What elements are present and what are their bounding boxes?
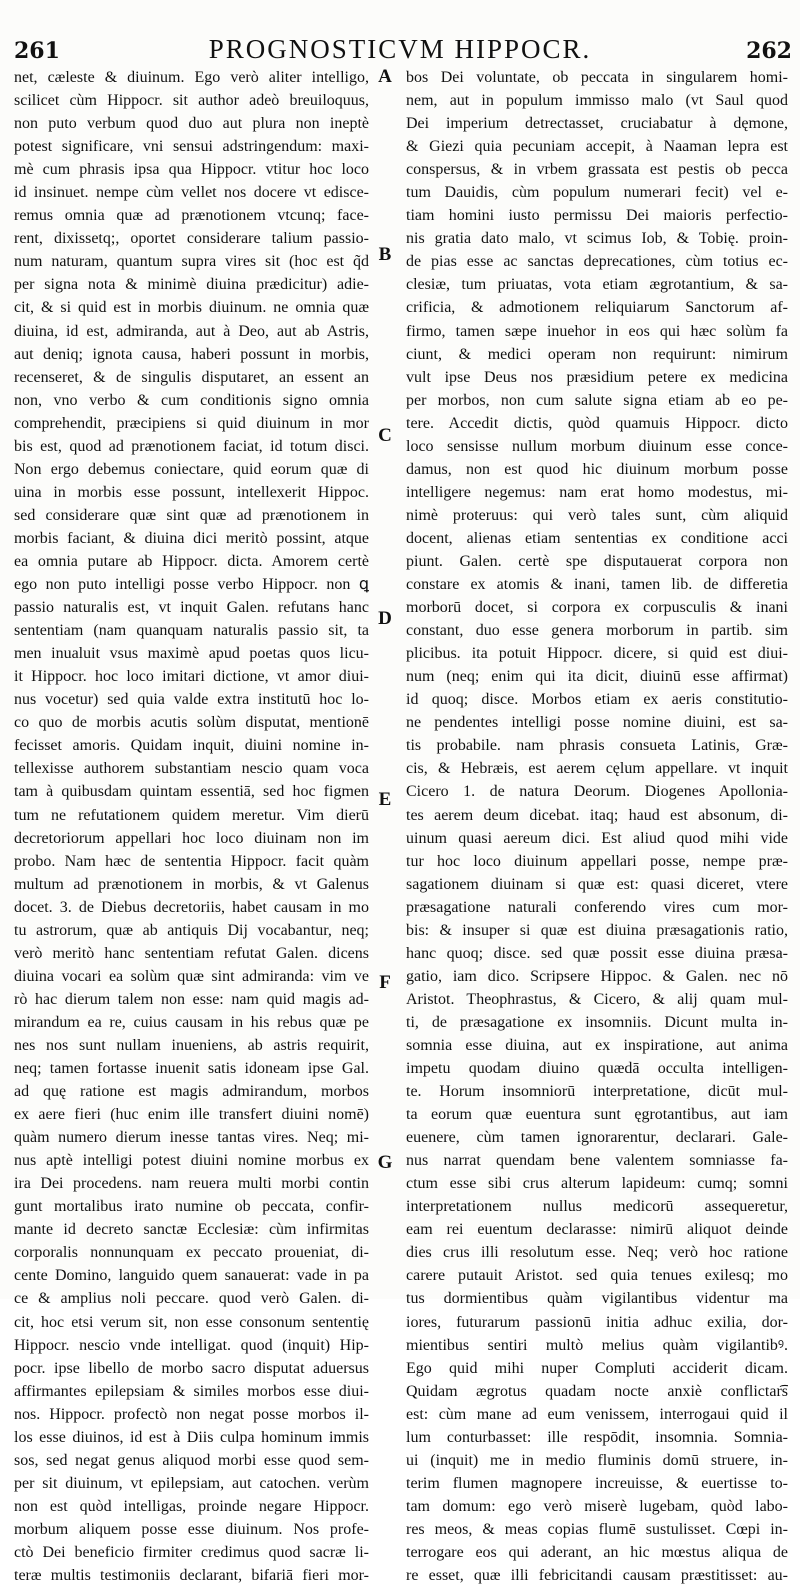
text-line: lum conturbasset: ille respōdit, insomnia. Somnia- bbox=[406, 1428, 788, 1446]
text-line: non est quòd intelligas, proinde negare Hippocr. bbox=[14, 1497, 369, 1515]
text-line: it Hippocr. hoc loco imitari dictione, vt amor diui- bbox=[14, 668, 369, 686]
text-line: mirandum ea re, cuius causam in his rebus quæ pe bbox=[14, 1013, 369, 1031]
text-line: remus omnia quæ ad prænotionem vtcunq; face- bbox=[14, 207, 369, 225]
text-line: dies crus illi resolutum esse. Neq; verò hoc ratione bbox=[406, 1244, 788, 1262]
section-marker: A bbox=[378, 66, 392, 87]
text-line: bos Dei voluntate, ob peccata in singularem homi- bbox=[406, 69, 788, 86]
text-line: non puto verbum quod duo aut plura non ineptè bbox=[14, 115, 369, 133]
text-line: Non ergo debemus coniectare, quid eorum quæ di bbox=[14, 460, 369, 478]
text-line: tam domum: ego verò miserè lugebam, quòd labo- bbox=[406, 1497, 788, 1515]
text-line: eam rei euentum declarasse: nimirū aliquot deinde bbox=[406, 1221, 788, 1239]
running-title: PROGNOSTICVM HIPPOCR. bbox=[208, 34, 592, 64]
text-line: Ego quid mihi nuper Compluti acciderit dicam. bbox=[406, 1359, 788, 1377]
text-line: morbis faciant, & diuina dici meritò possint, atque bbox=[14, 529, 369, 547]
text-line: ui (inquit) me in medio fluminis domū struere, in- bbox=[406, 1451, 788, 1469]
text-line: probo. Nam hæc de sententia Hippocr. facit quàm bbox=[14, 852, 369, 870]
section-marker: C bbox=[378, 425, 392, 446]
text-line: tam à quibusdam quintam essentiā, sed hoc figmen bbox=[14, 783, 369, 801]
text-line: & Giezi quia pecuniam accepit, à Naaman lepra est bbox=[406, 138, 788, 156]
text-line: uinum quasi aereum dici. Est aliud quod mihi vide bbox=[406, 829, 788, 847]
text-line: somnia esse diuina, aut ex inspiratione, aut anima bbox=[406, 1036, 788, 1054]
section-marker: G bbox=[377, 1152, 393, 1173]
text-line: tur hoc loco diuinum appellari posse, nempe præ- bbox=[406, 852, 788, 870]
text-line: pocr. ipse libello de morbo sacro disputat aduersus bbox=[14, 1359, 369, 1377]
text-line: Cicero 1. de natura Deorum. Diogenes Apollonia- bbox=[406, 783, 788, 801]
text-line: damus, non est quod hic diuinum morbum posse bbox=[406, 460, 788, 478]
text-line: iores, futurarum passionū initia adhuc exilia, dor- bbox=[406, 1313, 788, 1331]
running-header bbox=[0, 10, 800, 66]
text-line: recenseret, & de singulis disputaret, an essent an bbox=[14, 368, 369, 386]
text-line: men inualuit vsus maximè apud poetas quos licu- bbox=[14, 645, 369, 663]
text-line: tus dormientibus quàm vigilantibus videntur ma bbox=[406, 1290, 788, 1308]
text-line: net, cæleste & diuinum. Ego verò aliter intelligo, bbox=[14, 69, 369, 86]
text-line: est: cùm mane ad eum venissem, interrogaui quid il bbox=[406, 1405, 788, 1423]
text-line: firmo, tamen sæpe inuehor in eos qui hæc solùm fa bbox=[406, 322, 788, 340]
text-line: piunt. Galen. certè spe disputauerat corpora non bbox=[406, 552, 788, 570]
text-line: constant, duo esse genera morborum in partib. sim bbox=[406, 622, 788, 640]
text-line: diuina vocari ea solùm quæ sint admiranda: vim ve bbox=[14, 967, 369, 985]
text-line: per morbos, non cum salute signa etiam ab eo pe- bbox=[406, 391, 788, 409]
text-line: nus vocetur) sed quia valde extra institutū hoc lo- bbox=[14, 691, 369, 709]
text-line: sententiam (nam quanquam naturalis passio sit, ta bbox=[14, 622, 369, 640]
text-line: tere. Accedit dictis, quòd quamuis Hippocr. dicto bbox=[406, 414, 788, 432]
text-line: Aristot. Theophrastus, & Cicero, & alij quam mul- bbox=[406, 990, 788, 1008]
section-marker: E bbox=[378, 789, 392, 810]
text-line: tiam homini iusto permissu Dei maioris perfectio- bbox=[406, 207, 788, 225]
text-line: clesiæ, tum priuatas, vota etiam ægrotantium, & sa- bbox=[406, 276, 788, 294]
text-line: loco sensisse nullum morbum diuinum esse conce- bbox=[406, 437, 788, 455]
text-line: comprehendit, præcipiens si quid diuinum in mor bbox=[14, 414, 369, 432]
text-line: interpretationem nullus medicorū assequeretur, bbox=[406, 1198, 788, 1216]
text-line: aut deniq; ignota causa, haberi possunt in morbis, bbox=[14, 345, 369, 363]
text-line: non, vno verbo & cum conditionis signo omnia bbox=[14, 391, 369, 409]
text-line: res meos, & meas copias flumē sustulisset. Cœpi in- bbox=[406, 1520, 788, 1538]
text-line: id insinuet. nempe cùm vellet nos docere vt edisce- bbox=[14, 184, 369, 202]
text-line: impetu quodam diuino quædā occulta intelligen- bbox=[406, 1060, 788, 1078]
text-line: per signa nota & minimè diuina prædicitur) adie- bbox=[14, 276, 369, 294]
text-line: vult ipse Deus nos præsidium petere ex medicina bbox=[406, 368, 788, 386]
text-line: crificia, & admotionem reliquiarum Sanctorum af- bbox=[406, 299, 788, 317]
text-line: morborū docet, si corpora ex corpusculis & inani bbox=[406, 599, 788, 617]
text-line: decretoriorum appellari hoc loco diuinam non im bbox=[14, 829, 369, 847]
text-line: rent, dixissetq;, oportet considerare talium passio- bbox=[14, 230, 369, 248]
text-line: nus aptè intelligi potest diuini nomine morbus ex bbox=[14, 1152, 369, 1170]
text-line: docet. 3. de Diebus decretoriis, habet causam in mo bbox=[14, 898, 369, 916]
text-line: num (neq; enim qui ita dicit, diuinū esse affirmat) bbox=[406, 668, 788, 686]
text-line: verò meritò hanc sententiam refutat Galen. dicens bbox=[14, 944, 369, 962]
text-line: constare ex atomis & inani, tamen lib. de differetia bbox=[406, 576, 788, 594]
text-line: Quidam ægrotus quadam nocte anxiè conflictar͡s bbox=[406, 1382, 788, 1400]
text-line: num naturam, quantum supra vires sit (hoc est q̃d bbox=[14, 253, 369, 271]
text-line: sos, sed negat genus aliquod morbi esse quod sem- bbox=[14, 1451, 369, 1469]
text-line: affirmantes epilepsiam & similes morbos esse diui- bbox=[14, 1382, 369, 1400]
text-line: præsagatione naturali conferendo vires cum mor- bbox=[406, 898, 788, 916]
text-line: ea omnia putare ab Hippocr. dicta. Amorem certè bbox=[14, 552, 369, 570]
text-line: ex aere fieri (huc enim ille transfert diuini nomē) bbox=[14, 1106, 369, 1124]
text-line: cit, hoc etsi verum sit, non esse consonum sententię bbox=[14, 1313, 369, 1331]
text-line: nimè proteruus: qui verò tales sunt, cùm aliquid bbox=[406, 506, 788, 524]
text-line: rò hac dierum talem non esse: nam quid magis ad- bbox=[14, 990, 369, 1008]
text-line: Dei imperium detrectasset, cruciabatur à dęmone, bbox=[406, 115, 788, 133]
text-line: uina in morbis esse possunt, intellexerit Hippoc. bbox=[14, 483, 369, 501]
text-line: tes aerem deum dicebat. itaq; haud est absonum, di- bbox=[406, 806, 788, 824]
text-line: id quoq; disce. Morbos etiam ex aeris constitutio- bbox=[406, 691, 788, 709]
text-line: scilicet cùm Hippocr. sit author adeò breuiloquus, bbox=[14, 92, 369, 110]
text-line: tum ne refutationem quidem meretur. Vim dierū bbox=[14, 806, 369, 824]
text-line: euenere, cùm tamen ignorarentur, declarari. Gale- bbox=[406, 1129, 788, 1147]
text-line: tu astrorum, quæ ab antiquis Dij vocabantur, neq; bbox=[14, 921, 369, 939]
text-line: ce & amplius noli peccare. quod verò Galen. di- bbox=[14, 1290, 369, 1308]
text-line: nem, aut in populum immisso malo (vt Saul quod bbox=[406, 92, 788, 110]
page-number-right: 262 bbox=[746, 38, 792, 64]
text-line: los esse diuinos, id est à Diis culpa hominum immis bbox=[14, 1428, 369, 1446]
text-line: nos. Hippocr. profectò non negat posse morbos il- bbox=[14, 1405, 369, 1423]
text-line: diuina, id est, admiranda, aut à Deo, aut ab Astris, bbox=[14, 322, 369, 340]
text-line: cis, & Hebræis, est aerem cęlum appellare. vt inquit bbox=[406, 760, 788, 778]
text-line: cente Domino, languido quem sanauerat: vade in pa bbox=[14, 1267, 369, 1285]
text-line: fecisset amoris. Quidam inquit, diuini nomine in- bbox=[14, 737, 369, 755]
text-line: conspersus, & in vrbem grassata est pestis ob pecca bbox=[406, 161, 788, 179]
text-line: ctum esse sibi crus alterum lapideum: cumq; somni bbox=[406, 1175, 788, 1193]
left-column bbox=[14, 66, 369, 1587]
text-line: quàm numero dierum inesse tantas vires. Neq; mi- bbox=[14, 1129, 369, 1147]
text-line: passio naturalis est, vt inquit Galen. refutans hanc bbox=[14, 599, 369, 617]
text-line: ne pendentes intelligi posse nomine diuini, est sa- bbox=[406, 714, 788, 732]
text-line: de pias esse ac sanctas deprecationes, cùm totius ec- bbox=[406, 253, 788, 271]
text-line: carere putauit Aristot. sed quia tenues exilesq; mo bbox=[406, 1267, 788, 1285]
text-line: ego non puto intelligi posse verbo Hippocr. non ꝗ bbox=[14, 576, 369, 594]
text-line: teræ multis testimoniis declarant, bifariā fieri mor- bbox=[14, 1567, 369, 1585]
text-line: nes nos sunt nullam inueniens, ab astris requirit, bbox=[14, 1036, 369, 1054]
text-line: mientibus sentiri multò melius quàm vigilantibꝰ. bbox=[406, 1336, 788, 1354]
text-line: nis gratia dato malo, vt scimus Iob, & Tobię. proin- bbox=[406, 230, 788, 248]
text-line: ad quę ratione est magis admirandum, morbos bbox=[14, 1083, 369, 1101]
text-line: Hippocr. nescio vnde intelligat. quod (inquit) Hip- bbox=[14, 1336, 369, 1354]
text-line: re esset, quæ illi febricitandi causam præstitisset: au- bbox=[406, 1567, 788, 1585]
text-line: sagationem diuinam si quæ est: quasi diceret, vtere bbox=[406, 875, 788, 893]
text-line: morbum aliquem posse esse diuinum. Nos profe- bbox=[14, 1520, 369, 1538]
text-line: multum ad prænotionem in morbis, & vt Galenus bbox=[14, 875, 369, 893]
section-marker: F bbox=[379, 972, 391, 993]
text-line: corporalis nonnunquam ex peccato proueniat, di- bbox=[14, 1244, 369, 1262]
text-line: te. Horum insomniorū interpretatione, dicūt mul- bbox=[406, 1083, 788, 1101]
text-line: terim flumen magnopere increuisse, & euertisse to- bbox=[406, 1474, 788, 1492]
text-line: ira Dei procedens. nam reuera multi morbi contin bbox=[14, 1175, 369, 1193]
section-marker: B bbox=[378, 244, 392, 265]
text-line: neq; tamen fortasse inuenit satis idoneam ipse Gal. bbox=[14, 1060, 369, 1078]
text-line: hanc quoq; disce. sed quæ possit esse diuina præsa- bbox=[406, 944, 788, 962]
text-line: bis est, quod ad prænotionem faciat, id totum disci. bbox=[14, 437, 369, 455]
text-line: mante id decreto sanctæ Ecclesiæ: cùm infirmitas bbox=[14, 1221, 369, 1239]
text-line: tis probabile. nam phrasis consueta Latinis, Græ- bbox=[406, 737, 788, 755]
text-line: ciunt, & medici operam non requirunt: nimirum bbox=[406, 345, 788, 363]
text-line: sed considerare quæ sint quæ ad prænotionem in bbox=[14, 506, 369, 524]
text-line: ta eorum quæ euentura sunt ęgrotantibus, aut iam bbox=[406, 1106, 788, 1124]
text-line: co quo de morbis acutis solùm disputat, mentionē bbox=[14, 714, 369, 732]
text-line: ctò Dei beneficio firmiter credimus quod sacræ li- bbox=[14, 1544, 369, 1561]
page-number-left: 261 bbox=[14, 38, 60, 64]
text-line: gunt mortalibus irato numine ob peccata, confir- bbox=[14, 1198, 369, 1216]
text-line: tellexisse authorem substantiam nescio quam voca bbox=[14, 760, 369, 778]
text-line: docent, alienas etiam sententias ex conditione acci bbox=[406, 529, 788, 547]
right-column bbox=[406, 66, 788, 1587]
text-line: nus narrat quendam bene valentem somniasse fa- bbox=[406, 1152, 788, 1170]
text-line: per sit diuinum, vt epilepsiam, aut catochen. verùm bbox=[14, 1474, 369, 1492]
text-line: potest significare, vni sensui adstringendum: maxi- bbox=[14, 138, 369, 156]
text-line: bis: & insuper si quæ est diuina præsagationis ratio, bbox=[406, 921, 788, 939]
text-line: tum Dauidis, cùm populum numerari fecit) vel e- bbox=[406, 184, 788, 202]
text-line: cit, & si quid est in morbis diuinum. ne omnia quæ bbox=[14, 299, 369, 317]
text-line: intelligere negemus: nam erat homo modestus, mi- bbox=[406, 483, 788, 501]
text-line: terrogare eos qui aderant, an hic mœstus aliqua de bbox=[406, 1544, 788, 1561]
text-line: plicibus. ita potuit Hippocr. dicere, si quid est diui- bbox=[406, 645, 788, 663]
section-marker: D bbox=[378, 608, 392, 629]
text-line: gatio, iam dico. Scripsere Hippoc. & Galen. nec nō bbox=[406, 967, 788, 985]
text-line: ti, de præsagatione ex insomniis. Dicunt multa in- bbox=[406, 1013, 788, 1031]
text-line: mè cum phrasis ipsa qua Hippocr. vtitur hoc loco bbox=[14, 161, 369, 179]
